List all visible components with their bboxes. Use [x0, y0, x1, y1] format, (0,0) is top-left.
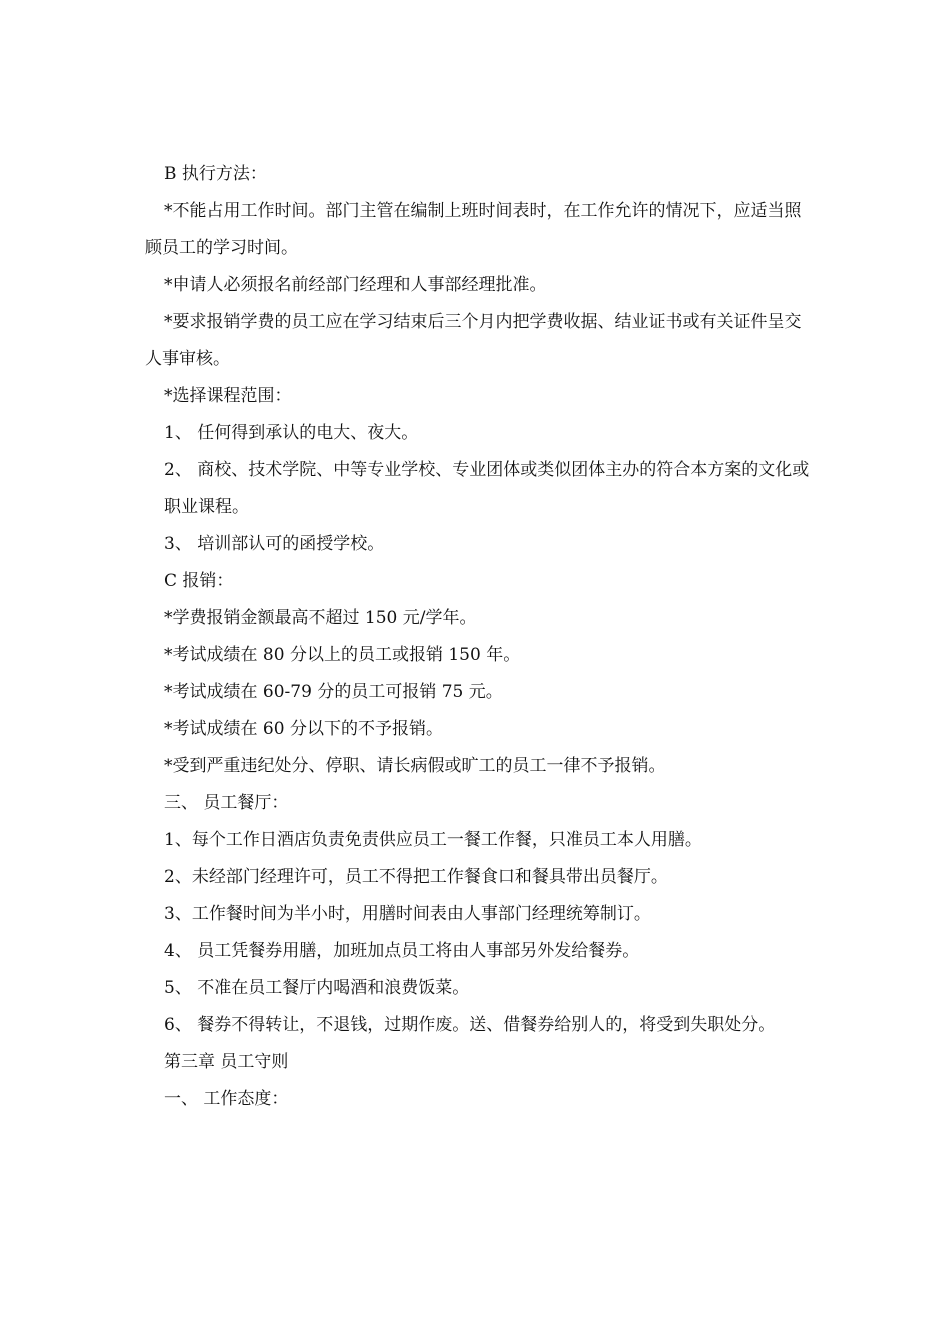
list-item-canteen-6: 6、 餐券不得转让，不退钱，过期作废。送、借餐券给别人的，将受到失职处分。 [164, 1015, 776, 1035]
list-item-canteen-4: 4、 员工凭餐券用膳，加班加点员工将由人事部另外发给餐券。 [164, 941, 640, 961]
paragraph-course-scope: *选择课程范围： [164, 386, 292, 406]
list-item-course-2: 2、 商校、技术学院、中等专业学校、专业团体或类似团体主办的符合本方案的文化或 [164, 460, 810, 480]
list-item-course-1: 1、 任何得到承认的电大、夜大。 [164, 423, 419, 443]
paragraph-reimbursement-heading: C 报销： [164, 571, 234, 591]
document-body [145, 156, 810, 1118]
list-item-course-3: 3、 培训部认可的函授学校。 [164, 534, 385, 554]
paragraph-score-60-79: *考试成绩在 60-79 分的员工可报销 75 元。 [164, 682, 503, 702]
paragraph-work-time: *不能占用工作时间。部门主管在编制上班时间表时，在工作允许的情况下，应适当照顾员工的学习时间。 [145, 201, 802, 258]
list-item-canteen-5: 5、 不准在员工餐厅内喝酒和浪费饭菜。 [164, 978, 470, 998]
paragraph-approval: *申请人必须报名前经部门经理和人事部经理批准。 [164, 275, 547, 295]
paragraph-score-80: *考试成绩在 80 分以上的员工或报销 150 年。 [164, 645, 521, 665]
list-item-course-2-continued: 职业课程。 [164, 497, 249, 517]
paragraph-score-below-60: *考试成绩在 60 分以下的不予报销。 [164, 719, 443, 739]
list-item-canteen-1: 1、每个工作日酒店负责免责供应员工一餐工作餐，只准员工本人用膳。 [164, 830, 702, 850]
section-heading-work-attitude: 一、 工作态度： [164, 1089, 289, 1109]
paragraph-reimbursement-docs: *要求报销学费的员工应在学习结束后三个月内把学费收据、结业证书或有关证件呈交人事审核。 [145, 312, 802, 369]
section-heading-canteen: 三、 员工餐厅： [164, 793, 289, 813]
paragraph-execution-method-heading: B 执行方法： [164, 164, 267, 184]
paragraph-no-reimbursement: *受到严重违纪处分、停职、请长病假或旷工的员工一律不予报销。 [164, 756, 666, 776]
paragraph-reimbursement-max: *学费报销金额最高不超过 150 元/学年。 [164, 608, 477, 628]
list-item-canteen-3: 3、工作餐时间为半小时，用膳时间表由人事部门经理统筹制订。 [164, 904, 651, 924]
chapter-heading-code-of-conduct: 第三章 员工守则 [164, 1052, 289, 1072]
list-item-canteen-2: 2、未经部门经理许可，员工不得把工作餐食口和餐具带出员餐厅。 [164, 867, 668, 887]
